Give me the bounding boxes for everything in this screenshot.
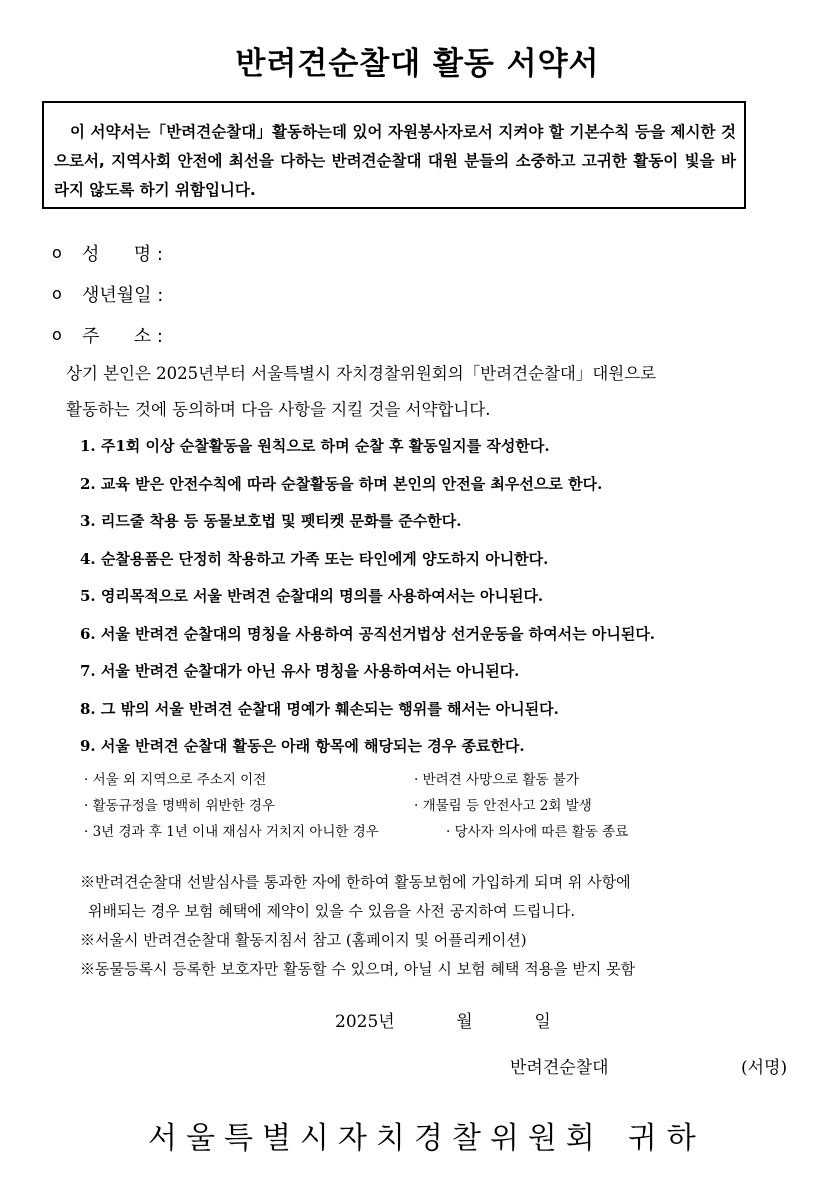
field-address bbox=[52, 314, 163, 355]
signing-date: 2025년 월 일 bbox=[335, 1012, 551, 1032]
field-label: 생년월일 : bbox=[82, 284, 164, 306]
termination-condition: · 서울 외 지역으로 주소지 이전 bbox=[84, 772, 267, 788]
pledge-item: 6. 서울 반려견 순찰대의 명칭을 사용하여 공직선거법상 선거운동을 하여서는 아니된다. bbox=[80, 624, 656, 643]
circle-bullet-icon: o bbox=[52, 325, 62, 344]
pledge-items bbox=[80, 428, 800, 766]
termination-condition: · 활동규정을 명백히 위반한 경우 bbox=[84, 798, 275, 814]
field-label: 성 명 : bbox=[82, 243, 163, 265]
pledge-item: 7. 서울 반려견 순찰대가 아닌 유사 명칭을 사용하여서는 아니된다. bbox=[80, 662, 520, 680]
pledge-line: 활동하는 것에 동의하며 다음 사항을 지킬 것을 서약합니다. bbox=[66, 400, 491, 419]
pledge-statement bbox=[66, 356, 786, 428]
note-line: 위배되는 경우 보험 혜택에 제약이 있을 수 있음을 사전 공지하여 드립니다. bbox=[88, 902, 576, 920]
intro-box bbox=[42, 101, 746, 209]
pledge-item: 1. 주1회 이상 순찰활동을 원칙으로 하며 순찰 후 활동일지를 작성한다. bbox=[80, 437, 550, 455]
recipient-line bbox=[148, 1113, 706, 1157]
document-title: 반려견순찰대 활동 서약서 bbox=[235, 46, 600, 82]
pledge-item: 9. 서울 반려견 순찰대 활동은 아래 항목에 해당되는 경우 종료한다. bbox=[80, 737, 525, 755]
note-line: ※서울시 반려견순찰대 활동지침서 참고 (홈페이지 및 어플리케이션) bbox=[80, 931, 527, 949]
notes bbox=[80, 868, 780, 984]
recipient-honorific: 귀하 bbox=[627, 1121, 706, 1156]
signature-mark: (서명) bbox=[741, 1058, 788, 1078]
field-label: 주 소 : bbox=[82, 325, 163, 347]
termination-condition: · 당사자 의사에 따른 활동 종료 bbox=[446, 824, 629, 840]
circle-bullet-icon: o bbox=[52, 284, 62, 303]
circle-bullet-icon: o bbox=[52, 243, 62, 262]
pledge-line: 상기 본인은 2025년부터 서울특별시 자치경찰위원회의「반려견순찰대」대원으로 bbox=[66, 364, 657, 383]
signature-org: 반려견순찰대 bbox=[510, 1058, 609, 1078]
pledge-item: 5. 영리목적으로 서울 반려견 순찰대의 명의를 사용하여서는 아니된다. bbox=[80, 587, 544, 605]
termination-condition: · 반려견 사망으로 활동 불가 bbox=[414, 772, 579, 788]
note-line: ※반려견순찰대 선발심사를 통과한 자에 한하여 활동보험에 가입하게 되며 위 사항에 bbox=[80, 873, 631, 891]
intro-text: 이 서약서는「반려견순찰대」활동하는데 있어 자원봉사자로서 지켜야 할 기본수칙 등을 제시한 것 으로서, 지역사회 안전에 최선을 다하는 반려견순찰대 대원 분들의 소중하고 고귀한 활동이 빛을 바라지 않도록 하기 위함입니다. bbox=[54, 123, 736, 199]
pledge-item: 3. 리드줄 착용 등 동물보호법 및 펫티켓 문화를 준수한다. bbox=[80, 512, 462, 530]
termination-condition: · 3년 경과 후 1년 이내 재심사 거치지 아니한 경우 bbox=[84, 824, 379, 840]
note-line: ※동물등록시 등록한 보호자만 활동할 수 있으며, 아닐 시 보험 혜택 적용을 받지 못함 bbox=[80, 960, 636, 978]
recipient-name: 서울특별시자치경찰위원회 bbox=[148, 1121, 604, 1156]
pledge-item: 2. 교육 받은 안전수칙에 따라 순찰활동을 하며 본인의 안전을 최우선으로 한다. bbox=[80, 474, 603, 493]
termination-condition: · 개물림 등 안전사고 2회 발생 bbox=[414, 798, 592, 814]
personal-info-fields bbox=[52, 232, 163, 355]
pledge-item: 8. 그 밖의 서울 반려견 순찰대 명예가 훼손되는 행위를 해서는 아니된다. bbox=[80, 699, 559, 718]
termination-conditions bbox=[84, 769, 744, 843]
pledge-item: 4. 순찰용품은 단정히 착용하고 가족 또는 타인에게 양도하지 아니한다. bbox=[80, 549, 549, 568]
field-name bbox=[52, 232, 163, 273]
field-birthdate bbox=[52, 273, 163, 314]
